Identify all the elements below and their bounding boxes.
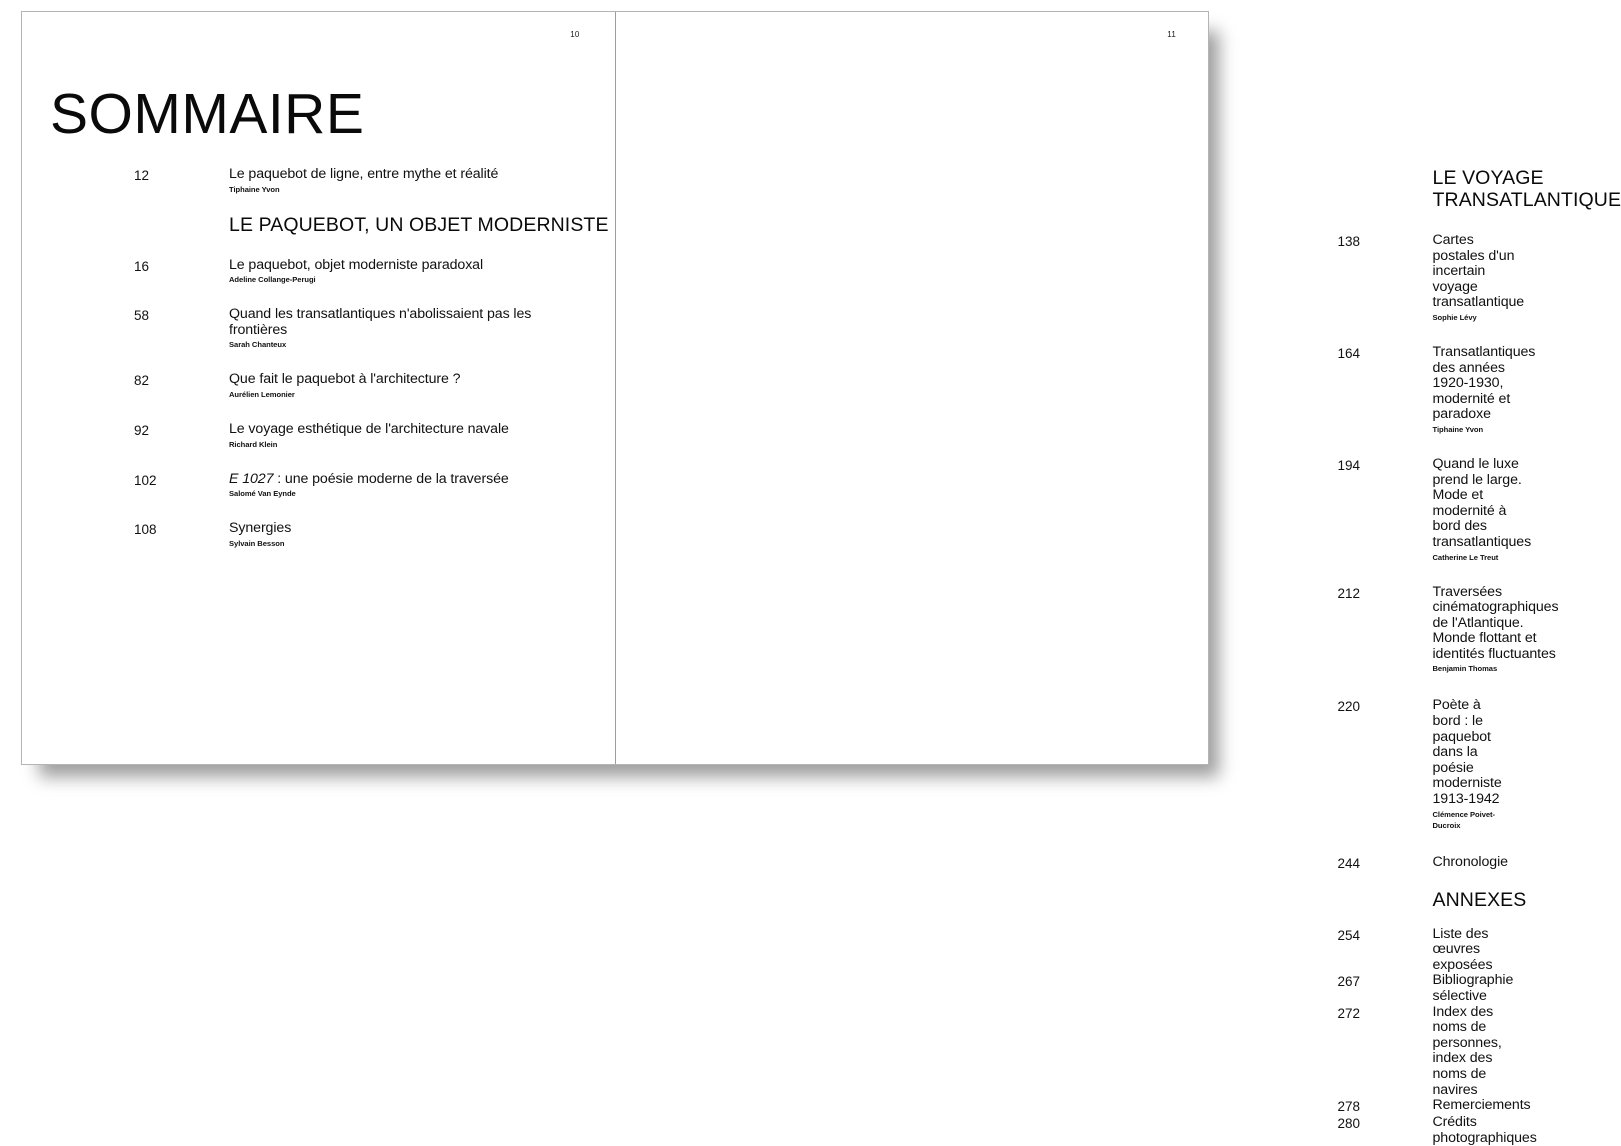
toc-entry-author: Catherine Le Treut bbox=[1433, 552, 1532, 563]
toc-entry-title: Synergies bbox=[229, 521, 555, 537]
toc-section-title: LE PAQUEBOT, UN OBJET MODERNISTE bbox=[229, 214, 609, 236]
table-of-contents-right bbox=[616, 167, 1209, 1146]
toc-entry-text bbox=[229, 167, 615, 195]
spacer bbox=[22, 236, 615, 258]
toc-entry[interactable] bbox=[22, 472, 615, 500]
toc-page-number: 58 bbox=[22, 307, 229, 324]
toc-page-number: 220 bbox=[616, 698, 1433, 715]
toc-page-number: 280 bbox=[616, 1115, 1433, 1132]
toc-entry-title: Bibliographie sélective bbox=[1433, 973, 1514, 1004]
toc-entry-title: E 1027 : une poésie moderne de la traversée bbox=[229, 472, 555, 488]
toc-entry-text bbox=[1433, 457, 1552, 563]
toc-entry-text bbox=[229, 521, 615, 549]
toc-section-heading bbox=[616, 167, 1209, 211]
toc-entry-text bbox=[1433, 233, 1545, 323]
spacer bbox=[616, 435, 1209, 457]
toc-page-number: 212 bbox=[616, 585, 1433, 602]
toc-page-number: 272 bbox=[616, 1005, 1433, 1022]
toc-entry-text bbox=[1433, 698, 1522, 830]
toc-entry[interactable] bbox=[22, 372, 615, 400]
toc-entry-text bbox=[1433, 973, 1534, 1004]
toc-page-number: 194 bbox=[616, 457, 1433, 474]
toc-section-title: LE VOYAGE TRANSATLANTIQUE bbox=[1433, 167, 1621, 211]
toc-entry-title: Quand les transatlantiques n'abolissaient pas les frontières bbox=[229, 307, 555, 338]
toc-entry[interactable] bbox=[616, 973, 1209, 1004]
toc-page-number: 108 bbox=[22, 521, 229, 538]
toc-entry-title: Remerciements bbox=[1433, 1098, 1531, 1114]
toc-entry-text bbox=[229, 372, 615, 400]
toc-section-title: ANNEXES bbox=[1433, 889, 1527, 911]
spacer bbox=[616, 323, 1209, 345]
toc-entry-title: Index des noms de personnes, index des noms de navires bbox=[1433, 1005, 1502, 1099]
spacer bbox=[22, 285, 615, 307]
toc-page-number: 138 bbox=[616, 233, 1433, 250]
toc-entry-title: Le paquebot, objet moderniste paradoxal bbox=[229, 258, 555, 274]
toc-entry-text bbox=[1433, 1098, 1551, 1114]
toc-entry-author: Richard Klein bbox=[229, 439, 555, 450]
folio-right: 11 bbox=[1167, 30, 1176, 39]
spacer bbox=[616, 911, 1209, 927]
toc-entry[interactable] bbox=[616, 233, 1209, 323]
toc-entry-author: Sylvain Besson bbox=[229, 538, 555, 549]
toc-page-number: 82 bbox=[22, 372, 229, 389]
spacer bbox=[22, 400, 615, 422]
toc-entry-title-italic: E 1027 bbox=[229, 471, 273, 487]
toc-entry[interactable] bbox=[22, 422, 615, 450]
toc-entry-title: Cartes postales d'un incertain voyage transatlantique bbox=[1433, 233, 1525, 311]
toc-entry[interactable] bbox=[616, 1115, 1209, 1146]
spacer bbox=[616, 872, 1209, 889]
toc-entry[interactable] bbox=[616, 698, 1209, 830]
book-spread bbox=[21, 11, 1209, 765]
toc-number-column bbox=[616, 167, 1433, 211]
toc-entry[interactable] bbox=[616, 457, 1209, 563]
page-title: SOMMAIRE bbox=[50, 86, 364, 143]
toc-entry-text bbox=[1433, 855, 1528, 871]
toc-entry-title: Chronologie bbox=[1433, 855, 1508, 871]
toc-entry-author: Tiphaine Yvon bbox=[1433, 424, 1536, 435]
toc-entry-text bbox=[1433, 1005, 1522, 1099]
toc-page-number: 267 bbox=[616, 973, 1433, 990]
spacer bbox=[616, 211, 1209, 233]
folio-left: 10 bbox=[570, 30, 579, 39]
toc-entry-text bbox=[229, 258, 615, 286]
toc-number-column bbox=[616, 889, 1433, 911]
toc-entry-author: Aurélien Lemonier bbox=[229, 389, 555, 400]
toc-page-number: 278 bbox=[616, 1098, 1433, 1115]
toc-section-heading bbox=[22, 214, 615, 236]
toc-entry-title: Poète à bord : le paquebot dans la poésie moderniste 1913-1942 bbox=[1433, 698, 1502, 807]
toc-entry[interactable] bbox=[616, 1098, 1209, 1115]
toc-entry[interactable] bbox=[22, 167, 615, 195]
toc-page-number: 12 bbox=[22, 167, 229, 184]
toc-entry[interactable] bbox=[616, 1005, 1209, 1099]
toc-entry[interactable] bbox=[616, 585, 1209, 675]
spacer bbox=[22, 450, 615, 472]
toc-entry-text bbox=[1433, 585, 1579, 675]
spacer bbox=[616, 674, 1209, 698]
toc-entry-text bbox=[1433, 927, 1513, 974]
toc-entry-author: Sophie Lévy bbox=[1433, 312, 1525, 323]
toc-entry-author: Salomé Van Eynde bbox=[229, 488, 555, 499]
toc-number-column bbox=[22, 214, 229, 236]
toc-page-number: 254 bbox=[616, 927, 1433, 944]
toc-page-number: 16 bbox=[22, 258, 229, 275]
toc-page-number: 102 bbox=[22, 472, 229, 489]
toc-page-number: 164 bbox=[616, 345, 1433, 362]
toc-entry-title: Liste des œuvres exposées bbox=[1433, 927, 1493, 974]
spacer bbox=[616, 563, 1209, 585]
toc-entry[interactable] bbox=[616, 855, 1209, 872]
toc-entry[interactable] bbox=[616, 927, 1209, 974]
toc-entry-text bbox=[229, 307, 615, 350]
spacer bbox=[22, 195, 615, 214]
toc-page-number: 244 bbox=[616, 855, 1433, 872]
toc-entry-title: Transatlantiques des années 1920-1930, modernité et paradoxe bbox=[1433, 345, 1536, 423]
toc-entry-title: Quand le luxe prend le large. Mode et modernité à bord des transatlantiques bbox=[1433, 457, 1532, 551]
toc-entry-title: Crédits photographiques bbox=[1433, 1115, 1537, 1146]
spacer bbox=[616, 831, 1209, 855]
toc-entry-author: Clémence Poivet-Ducroix bbox=[1433, 809, 1502, 831]
toc-entry-text bbox=[229, 422, 615, 450]
toc-entry[interactable] bbox=[616, 345, 1209, 435]
right-page bbox=[616, 12, 1209, 764]
toc-entry[interactable] bbox=[22, 307, 615, 350]
left-page bbox=[22, 12, 616, 764]
toc-section-heading bbox=[616, 889, 1209, 911]
toc-entry-text bbox=[1433, 345, 1556, 435]
toc-entry-title: Que fait le paquebot à l'architecture ? bbox=[229, 372, 555, 388]
toc-page-number: 92 bbox=[22, 422, 229, 439]
toc-entry-title: Le paquebot de ligne, entre mythe et réalité bbox=[229, 167, 555, 183]
toc-entry[interactable] bbox=[22, 521, 615, 549]
spacer bbox=[22, 499, 615, 521]
toc-entry[interactable] bbox=[22, 258, 615, 286]
toc-entry-text bbox=[229, 472, 615, 500]
table-of-contents-left bbox=[22, 167, 615, 549]
toc-entry-title: Le voyage esthétique de l'architecture navale bbox=[229, 422, 555, 438]
spacer bbox=[22, 350, 615, 372]
toc-entry-author: Tiphaine Yvon bbox=[229, 184, 555, 195]
toc-entry-title: Traversées cinématographiques de l'Atlantique. Monde flottant et identités fluctuantes bbox=[1433, 585, 1559, 663]
toc-entry-text bbox=[1433, 1115, 1557, 1146]
toc-entry-author: Adeline Collange-Perugi bbox=[229, 274, 555, 285]
toc-entry-author: Sarah Chanteux bbox=[229, 339, 555, 350]
toc-entry-author: Benjamin Thomas bbox=[1433, 663, 1559, 674]
